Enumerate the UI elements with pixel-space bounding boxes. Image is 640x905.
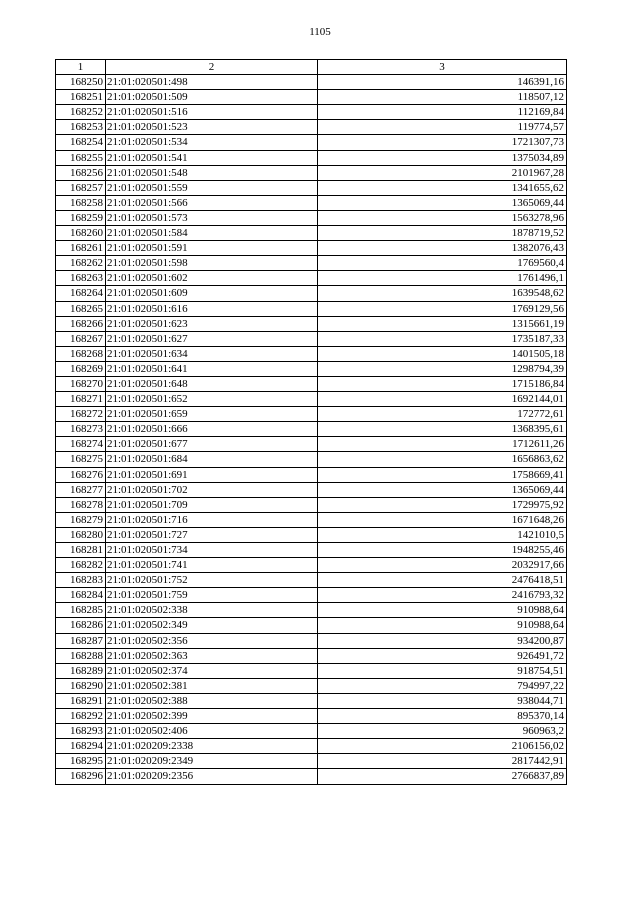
cadastral-number-cell: 21:01:020501:691: [106, 467, 318, 482]
table-row: [56, 769, 567, 784]
table-row: [56, 376, 567, 391]
value-cell: 1758669,41: [318, 467, 567, 482]
table-row: [56, 467, 567, 482]
value-cell: 1948255,46: [318, 543, 567, 558]
table-row: [56, 693, 567, 708]
cadastral-number-cell: 21:01:020501:534: [106, 135, 318, 150]
table-row: [56, 497, 567, 512]
cadastral-number-cell: 21:01:020502:381: [106, 678, 318, 693]
value-cell: 1401505,18: [318, 346, 567, 361]
table-row: [56, 527, 567, 542]
cadastral-number-cell: 21:01:020501:752: [106, 573, 318, 588]
row-number-cell: 168254: [56, 135, 106, 150]
value-cell: 895370,14: [318, 709, 567, 724]
table-row: [56, 135, 567, 150]
value-cell: 1729975,92: [318, 497, 567, 512]
table-row: [56, 226, 567, 241]
value-cell: 1735187,33: [318, 331, 567, 346]
table-row: [56, 754, 567, 769]
table-row: [56, 724, 567, 739]
table-row: [56, 392, 567, 407]
cadastral-number-cell: 21:01:020501:727: [106, 527, 318, 542]
cadastral-number-cell: 21:01:020501:548: [106, 165, 318, 180]
row-number-cell: 168266: [56, 316, 106, 331]
value-cell: 1712611,26: [318, 437, 567, 452]
row-number-cell: 168285: [56, 603, 106, 618]
cadastral-number-cell: 21:01:020501:627: [106, 331, 318, 346]
row-number-cell: 168286: [56, 618, 106, 633]
row-number-cell: 168258: [56, 195, 106, 210]
value-cell: 1656863,62: [318, 452, 567, 467]
value-cell: 1365069,44: [318, 195, 567, 210]
value-cell: 926491,72: [318, 648, 567, 663]
row-number-cell: 168259: [56, 210, 106, 225]
cadastral-number-cell: 21:01:020501:641: [106, 361, 318, 376]
cadastral-number-cell: 21:01:020502:406: [106, 724, 318, 739]
row-number-cell: 168255: [56, 150, 106, 165]
value-cell: 910988,64: [318, 603, 567, 618]
row-number-cell: 168291: [56, 693, 106, 708]
value-cell: 146391,16: [318, 75, 567, 90]
cadastral-number-cell: 21:01:020502:338: [106, 603, 318, 618]
value-cell: 1721307,73: [318, 135, 567, 150]
table-body: [56, 75, 567, 784]
value-cell: 1375034,89: [318, 150, 567, 165]
cadastral-number-cell: 21:01:020501:666: [106, 422, 318, 437]
column-header-2: 2: [106, 60, 318, 75]
cadastral-number-cell: 21:01:020209:2356: [106, 769, 318, 784]
cadastral-number-cell: 21:01:020501:759: [106, 588, 318, 603]
row-number-cell: 168267: [56, 331, 106, 346]
cadastral-number-cell: 21:01:020501:509: [106, 90, 318, 105]
row-number-cell: 168293: [56, 724, 106, 739]
table-row: [56, 573, 567, 588]
header-row: [56, 60, 567, 75]
row-number-cell: 168257: [56, 180, 106, 195]
cadastral-number-cell: 21:01:020501:648: [106, 376, 318, 391]
row-number-cell: 168251: [56, 90, 106, 105]
cadastral-number-cell: 21:01:020501:602: [106, 271, 318, 286]
value-cell: 2032917,66: [318, 558, 567, 573]
table-row: [56, 512, 567, 527]
row-number-cell: 168278: [56, 497, 106, 512]
row-number-cell: 168276: [56, 467, 106, 482]
page-number: 1105: [309, 26, 331, 38]
value-cell: 1692144,01: [318, 392, 567, 407]
cadastral-number-cell: 21:01:020501:498: [106, 75, 318, 90]
value-cell: 118507,12: [318, 90, 567, 105]
value-cell: 2106156,02: [318, 739, 567, 754]
cadastral-number-cell: 21:01:020501:523: [106, 120, 318, 135]
value-cell: 1365069,44: [318, 482, 567, 497]
table-row: [56, 256, 567, 271]
row-number-cell: 168279: [56, 512, 106, 527]
table-row: [56, 361, 567, 376]
cadastral-number-cell: 21:01:020502:388: [106, 693, 318, 708]
table-row: [56, 603, 567, 618]
table-row: [56, 407, 567, 422]
value-cell: 1315661,19: [318, 316, 567, 331]
table-row: [56, 437, 567, 452]
table-row: [56, 120, 567, 135]
value-cell: 1421010,5: [318, 527, 567, 542]
cadastral-number-cell: 21:01:020501:573: [106, 210, 318, 225]
row-number-cell: 168277: [56, 482, 106, 497]
table-row: [56, 286, 567, 301]
row-number-cell: 168262: [56, 256, 106, 271]
table-row: [56, 271, 567, 286]
row-number-cell: 168295: [56, 754, 106, 769]
value-cell: 934200,87: [318, 633, 567, 648]
row-number-cell: 168282: [56, 558, 106, 573]
cadastral-number-cell: 21:01:020501:616: [106, 301, 318, 316]
value-cell: 938044,71: [318, 693, 567, 708]
cadastral-number-cell: 21:01:020501:709: [106, 497, 318, 512]
row-number-cell: 168271: [56, 392, 106, 407]
table-row: [56, 633, 567, 648]
row-number-cell: 168288: [56, 648, 106, 663]
value-cell: 2817442,91: [318, 754, 567, 769]
table-row: [56, 422, 567, 437]
row-number-cell: 168280: [56, 527, 106, 542]
value-cell: 1563278,96: [318, 210, 567, 225]
value-cell: 1639548,62: [318, 286, 567, 301]
value-cell: 172772,61: [318, 407, 567, 422]
row-number-cell: 168256: [56, 165, 106, 180]
row-number-cell: 168261: [56, 241, 106, 256]
table-row: [56, 618, 567, 633]
table-row: [56, 150, 567, 165]
value-cell: 1382076,43: [318, 241, 567, 256]
cadastral-number-cell: 21:01:020501:566: [106, 195, 318, 210]
value-cell: 1671648,26: [318, 512, 567, 527]
table-row: [56, 558, 567, 573]
table-row: [56, 301, 567, 316]
row-number-cell: 168265: [56, 301, 106, 316]
value-cell: 918754,51: [318, 663, 567, 678]
table-row: [56, 316, 567, 331]
value-cell: 960963,2: [318, 724, 567, 739]
table-row: [56, 543, 567, 558]
value-cell: 1341655,62: [318, 180, 567, 195]
cadastral-number-cell: 21:01:020501:716: [106, 512, 318, 527]
cadastral-number-cell: 21:01:020501:659: [106, 407, 318, 422]
row-number-cell: 168268: [56, 346, 106, 361]
cadastral-number-cell: 21:01:020502:349: [106, 618, 318, 633]
table-row: [56, 663, 567, 678]
value-cell: 2101967,28: [318, 165, 567, 180]
value-cell: 1769129,56: [318, 301, 567, 316]
row-number-cell: 168272: [56, 407, 106, 422]
cadastral-number-cell: 21:01:020209:2338: [106, 739, 318, 754]
table-row: [56, 482, 567, 497]
cadastral-number-cell: 21:01:020501:702: [106, 482, 318, 497]
cadastral-number-cell: 21:01:020502:399: [106, 709, 318, 724]
cadastral-number-cell: 21:01:020501:741: [106, 558, 318, 573]
table-row: [56, 105, 567, 120]
table-row: [56, 588, 567, 603]
value-cell: 794997,22: [318, 678, 567, 693]
cadastral-number-cell: 21:01:020501:609: [106, 286, 318, 301]
row-number-cell: 168274: [56, 437, 106, 452]
table-row: [56, 210, 567, 225]
row-number-cell: 168260: [56, 226, 106, 241]
table-row: [56, 346, 567, 361]
table-row: [56, 180, 567, 195]
value-cell: 2766837,89: [318, 769, 567, 784]
column-header-1: 1: [56, 60, 106, 75]
row-number-cell: 168296: [56, 769, 106, 784]
table-row: [56, 678, 567, 693]
row-number-cell: 168283: [56, 573, 106, 588]
value-cell: 112169,84: [318, 105, 567, 120]
table-row: [56, 241, 567, 256]
row-number-cell: 168287: [56, 633, 106, 648]
value-cell: 910988,64: [318, 618, 567, 633]
cadastral-number-cell: 21:01:020501:598: [106, 256, 318, 271]
cadastral-number-cell: 21:01:020501:734: [106, 543, 318, 558]
row-number-cell: 168252: [56, 105, 106, 120]
table-row: [56, 331, 567, 346]
cadastral-number-cell: 21:01:020209:2349: [106, 754, 318, 769]
cadastral-number-cell: 21:01:020502:356: [106, 633, 318, 648]
row-number-cell: 168250: [56, 75, 106, 90]
row-number-cell: 168270: [56, 376, 106, 391]
value-cell: 1878719,52: [318, 226, 567, 241]
cadastral-number-cell: 21:01:020501:516: [106, 105, 318, 120]
row-number-cell: 168275: [56, 452, 106, 467]
row-number-cell: 168289: [56, 663, 106, 678]
row-number-cell: 168281: [56, 543, 106, 558]
table-row: [56, 739, 567, 754]
row-number-cell: 168263: [56, 271, 106, 286]
value-cell: 119774,57: [318, 120, 567, 135]
row-number-cell: 168294: [56, 739, 106, 754]
cadastral-number-cell: 21:01:020502:363: [106, 648, 318, 663]
cadastral-number-cell: 21:01:020501:559: [106, 180, 318, 195]
table-row: [56, 90, 567, 105]
cadastral-number-cell: 21:01:020501:634: [106, 346, 318, 361]
cadastral-number-cell: 21:01:020501:591: [106, 241, 318, 256]
column-header-3: 3: [318, 60, 567, 75]
value-cell: 2416793,32: [318, 588, 567, 603]
value-cell: 1761496,1: [318, 271, 567, 286]
cadastral-number-cell: 21:01:020501:623: [106, 316, 318, 331]
cadastral-number-cell: 21:01:020501:584: [106, 226, 318, 241]
row-number-cell: 168284: [56, 588, 106, 603]
row-number-cell: 168269: [56, 361, 106, 376]
data-table: [55, 59, 567, 785]
row-number-cell: 168292: [56, 709, 106, 724]
value-cell: 2476418,51: [318, 573, 567, 588]
value-cell: 1769560,4: [318, 256, 567, 271]
table-row: [56, 648, 567, 663]
value-cell: 1298794,39: [318, 361, 567, 376]
cadastral-number-cell: 21:01:020501:541: [106, 150, 318, 165]
cadastral-number-cell: 21:01:020502:374: [106, 663, 318, 678]
table-row: [56, 165, 567, 180]
table-row: [56, 195, 567, 210]
cadastral-number-cell: 21:01:020501:677: [106, 437, 318, 452]
value-cell: 1368395,61: [318, 422, 567, 437]
table-row: [56, 452, 567, 467]
row-number-cell: 168273: [56, 422, 106, 437]
row-number-cell: 168264: [56, 286, 106, 301]
row-number-cell: 168253: [56, 120, 106, 135]
value-cell: 1715186,84: [318, 376, 567, 391]
cadastral-number-cell: 21:01:020501:684: [106, 452, 318, 467]
table-row: [56, 709, 567, 724]
row-number-cell: 168290: [56, 678, 106, 693]
cadastral-number-cell: 21:01:020501:652: [106, 392, 318, 407]
table-row: [56, 75, 567, 90]
